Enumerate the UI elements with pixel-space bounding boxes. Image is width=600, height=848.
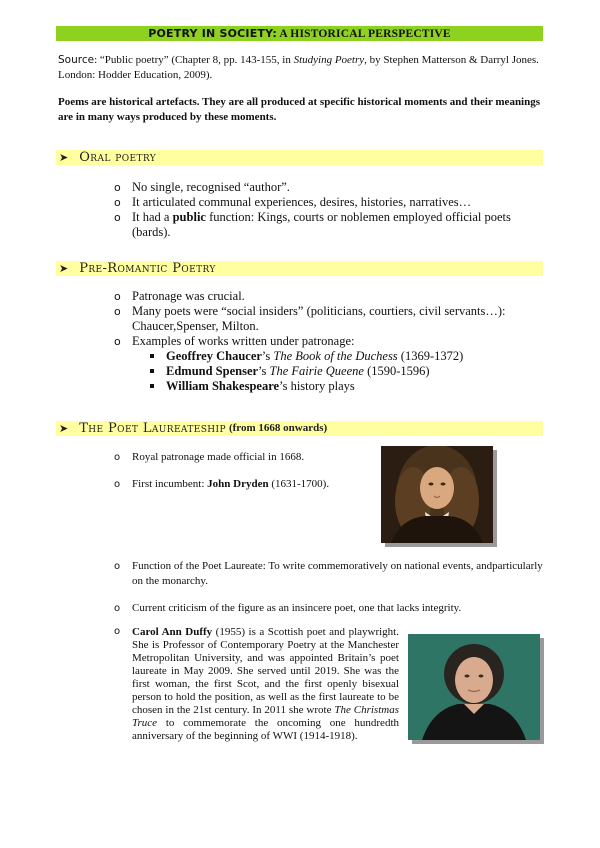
duffy-item: [114, 626, 399, 743]
circle-bullet-icon: o: [114, 181, 121, 194]
square-bullet-icon: [150, 384, 154, 388]
circle-bullet-icon: o: [114, 211, 121, 224]
section-heading-laureate: ➤ The Poet Laureateship (from 1668 onwards): [59, 421, 328, 436]
oral-list: [114, 180, 544, 240]
laureate-list-top: [114, 450, 374, 492]
circle-bullet-icon: o: [114, 335, 121, 348]
work-item: Geoffrey Chaucer’s The Book of the Duchess (1369-1372): [147, 349, 537, 364]
portrait-image-icon: [408, 634, 540, 740]
circle-bullet-icon: o: [114, 603, 121, 614]
circle-bullet-icon: o: [114, 479, 121, 490]
carol-ann-duffy-portrait: [408, 634, 540, 740]
section-heading-oral: ➤ Oral poetry: [59, 150, 157, 165]
duffy-paragraph: Carol Ann Duffy (1955) is a Scottish poet and playwright. She is Professor of Contemporary Poetry at the Manchester Metropolitan University, and was appointed Britain’s poet laureate in May 2009. She served until 2019. She was the first woman, the first Scot, and the first openly bisexual person to hold the position, as well as the first laureate to be chosen in the 21st century. In 2011 she wrote The Christmas Truce to commemorate the oncoming one hundredth anniversary of the beginning of WWI (1914-1918).: [132, 626, 399, 742]
list-item: o Many poets were “social insiders” (politicians, courtiers, civil servants…): Chaucer,Spenser, Milton.: [114, 304, 506, 333]
circle-bullet-icon: o: [114, 290, 121, 303]
circle-bullet-icon: o: [114, 561, 121, 572]
list-item: o Examples of works written under patronage:: [114, 334, 355, 348]
section-heading-preromantic: ➤ Pre-Romantic Poetry: [59, 261, 216, 276]
portrait-image-icon: [381, 446, 493, 543]
work-item: William Shakespeare’s history plays: [147, 379, 537, 394]
intro-paragraph: Poems are historical artefacts. They are all produced at specific historical moments and their meanings are in many ways produced by these moments.: [58, 96, 541, 123]
arrow-bullet-icon: ➤: [59, 262, 69, 275]
arrow-bullet-icon: ➤: [59, 151, 69, 164]
circle-bullet-icon: o: [114, 452, 121, 463]
circle-bullet-icon: o: [114, 305, 121, 318]
laureate-list-mid: [114, 559, 544, 616]
list-item: o First incumbent: John Dryden (1631-1700).: [114, 478, 330, 490]
work-item: Edmund Spenser’s The Fairie Queene (1590-1596): [147, 364, 537, 379]
list-item: o Royal patronage made official in 1668.: [114, 451, 305, 463]
list-item: o Function of the Poet Laureate: To write commemoratively on national events, andparticularly on the monarchy.: [114, 560, 543, 587]
arrow-bullet-icon: ➤: [59, 422, 69, 435]
list-item: o It articulated communal experiences, desires, histories, narratives…: [114, 195, 472, 209]
preromantic-list: [114, 289, 534, 349]
square-bullet-icon: [150, 354, 154, 358]
circle-bullet-icon: o: [114, 196, 121, 209]
list-item: o Current criticism of the figure as an insincere poet, one that lacks integrity.: [114, 602, 462, 614]
source-citation: Source: “Public poetry” (Chapter 8, pp. 143-155, in Studying Poetry, by Stephen Matterson & Darryl Jones. London: Hodder Education, 2009).: [58, 54, 539, 81]
page-title: POETRY IN SOCIETY: A HISTORICAL PERSPECTIVE: [148, 27, 451, 40]
john-dryden-portrait: [381, 446, 493, 543]
square-bullet-icon: [150, 369, 154, 373]
list-item: o It had a public function: Kings, courts or noblemen employed official poets (bards).: [114, 210, 511, 239]
circle-bullet-icon: o: [114, 626, 121, 637]
works-list: [147, 349, 537, 394]
list-item: o Patronage was crucial.: [114, 289, 245, 303]
list-item: o No single, recognised “author”.: [114, 180, 290, 194]
